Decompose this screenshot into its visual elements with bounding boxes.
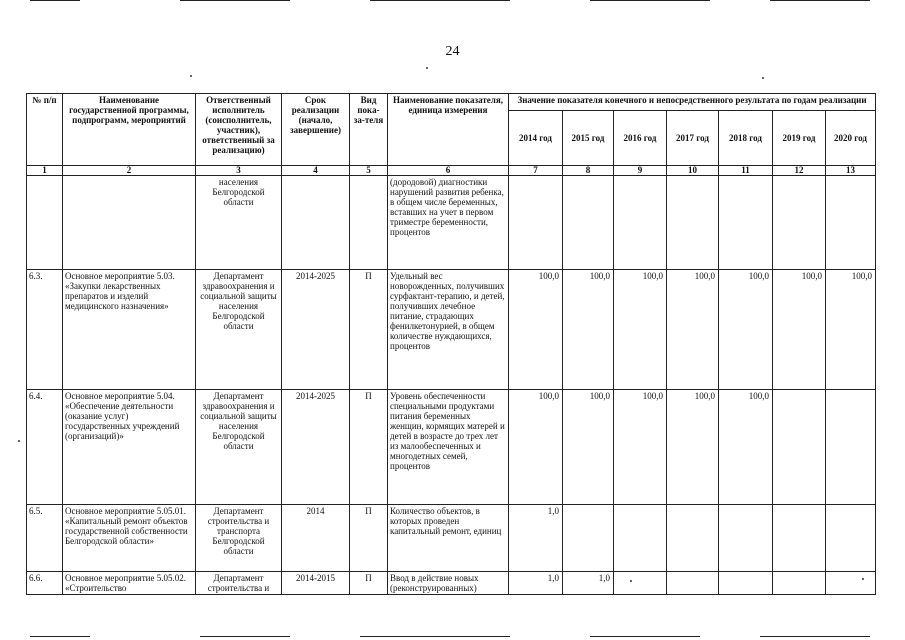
column-number: 6 [388, 166, 509, 176]
year-value [773, 505, 826, 572]
year-value [826, 572, 876, 595]
year-value: 100,0 [667, 270, 719, 390]
header-program-name: Наименование государственной программы, подпрограмм, мероприятий [63, 94, 196, 166]
year-value [773, 572, 826, 595]
table-row [27, 270, 876, 390]
header-year: 2018 год [719, 111, 773, 166]
year-value [667, 572, 719, 595]
executor: населения Белгородской области [196, 176, 282, 270]
activity-name: Основное мероприятие 5.03. «Закупки лекарственных препаратов и изделий медицинского назначения» [63, 270, 196, 390]
indicator-kind [350, 176, 388, 270]
year-value: 100,0 [773, 270, 826, 390]
column-number: 12 [773, 166, 826, 176]
scan-speck [426, 67, 428, 69]
row-number: 6.3. [27, 270, 63, 390]
header-executor: Ответственный исполнитель (соисполнитель, участник), ответственный за реализацию) [196, 94, 282, 166]
year-value: 1,0 [509, 505, 563, 572]
column-number: 3 [196, 166, 282, 176]
page-number: 24 [445, 44, 460, 59]
indicator-kind: П [350, 270, 388, 390]
header-year: 2015 год [563, 111, 614, 166]
year-value [614, 176, 667, 270]
implementation-term: 2014-2015 [282, 572, 350, 595]
row-number: 6.4. [27, 390, 63, 505]
year-value [719, 572, 773, 595]
year-value: 1,0 [563, 572, 614, 595]
column-number: 5 [350, 166, 388, 176]
activity-name [63, 176, 196, 270]
year-value: 100,0 [563, 390, 614, 505]
indicator-name: Количество объектов, в которых проведен капитальный ремонт, единиц [388, 505, 509, 572]
column-number: 4 [282, 166, 350, 176]
implementation-term: 2014-2025 [282, 390, 350, 505]
column-number: 8 [563, 166, 614, 176]
column-number: 7 [509, 166, 563, 176]
year-value: 100,0 [826, 270, 876, 390]
year-value: 1,0 [509, 572, 563, 595]
top-edge-line [30, 0, 875, 2]
indicator-name: (дородовой) диагностики нарушений развития ребенка, в общем числе беременных, вставших на учет в первом триместре беременности, процентов [388, 176, 509, 270]
column-number: 11 [719, 166, 773, 176]
year-value [509, 176, 563, 270]
header-term: Срок реализации (начало, завершение) [282, 94, 350, 166]
table-row [27, 390, 876, 505]
column-number: 2 [63, 166, 196, 176]
activity-name: Основное мероприятие 5.05.01. «Капитальный ремонт объектов государственной собственности Белгородской области» [63, 505, 196, 572]
year-value [826, 176, 876, 270]
header-indicator-kind: Вид пока-за-теля [350, 94, 388, 166]
year-value: 100,0 [719, 390, 773, 505]
indicator-kind: П [350, 572, 388, 595]
header-year: 2017 год [667, 111, 719, 166]
header-year: 2014 год [509, 111, 563, 166]
year-value [667, 176, 719, 270]
row-number [27, 176, 63, 270]
year-value [719, 176, 773, 270]
year-value: 100,0 [509, 390, 563, 505]
header-year: 2020 год [826, 111, 876, 166]
table-row [27, 505, 876, 572]
header-indicator-name: Наименование показателя, единица измерения [388, 94, 509, 166]
year-value [826, 505, 876, 572]
year-value [773, 390, 826, 505]
activity-name: Основное мероприятие 5.04. «Обеспечение деятельности (оказание услуг) государственных учреждений (организаций)» [63, 390, 196, 505]
implementation-term: 2014-2025 [282, 270, 350, 390]
column-number: 13 [826, 166, 876, 176]
column-number: 10 [667, 166, 719, 176]
indicator-kind: П [350, 505, 388, 572]
scan-speck [18, 440, 20, 442]
indicator-name: Уровень обеспеченности специальными продуктами питания беременных женщин, кормящих матерей и детей в возрасте до трех лет из малообеспеченных и многодетных семей, процентов [388, 390, 509, 505]
year-value [563, 505, 614, 572]
year-value [667, 505, 719, 572]
year-value: 100,0 [563, 270, 614, 390]
bottom-edge-line [30, 636, 875, 638]
indicator-name: Удельный вес новорожденных, получивших сурфактант-терапию, и детей, получивших лечебное питание, страдающих фенилкетонурией, в общем количестве нуждающихся, процентов [388, 270, 509, 390]
year-value: 100,0 [719, 270, 773, 390]
scan-speck [762, 77, 764, 79]
implementation-term: 2014 [282, 505, 350, 572]
executor: Департамент здравоохранения и социальной защиты населения Белгородской области [196, 270, 282, 390]
year-value [773, 176, 826, 270]
header-values-group: Значение показателя конечного и непосредственного результата по годам реализации [509, 94, 876, 111]
column-numbers-row [27, 166, 876, 176]
indicator-name: Ввод в действие новых (реконструированных) [388, 572, 509, 595]
scan-speck [190, 75, 192, 77]
column-number: 1 [27, 166, 63, 176]
indicators-table [26, 93, 876, 595]
table-row [27, 176, 876, 270]
indicator-kind: П [350, 390, 388, 505]
year-value: 100,0 [509, 270, 563, 390]
implementation-term [282, 176, 350, 270]
year-value [563, 176, 614, 270]
table-row [27, 572, 876, 595]
header-row [27, 94, 876, 111]
row-number: 6.5. [27, 505, 63, 572]
year-value [826, 390, 876, 505]
executor: Департамент строительства и [196, 572, 282, 595]
row-number: 6.6. [27, 572, 63, 595]
executor: Департамент здравоохранения и социальной защиты населения Белгородской области [196, 390, 282, 505]
year-value [719, 505, 773, 572]
header-year: 2016 год [614, 111, 667, 166]
year-value [614, 572, 667, 595]
executor: Департамент строительства и транспорта Белгородской области [196, 505, 282, 572]
header-year: 2019 год [773, 111, 826, 166]
activity-name: Основное мероприятие 5.05.02. «Строительство [63, 572, 196, 595]
year-value: 100,0 [614, 270, 667, 390]
year-value: 100,0 [667, 390, 719, 505]
header-num: № п/п [27, 94, 63, 166]
year-value: 100,0 [614, 390, 667, 505]
year-value [614, 505, 667, 572]
column-number: 9 [614, 166, 667, 176]
